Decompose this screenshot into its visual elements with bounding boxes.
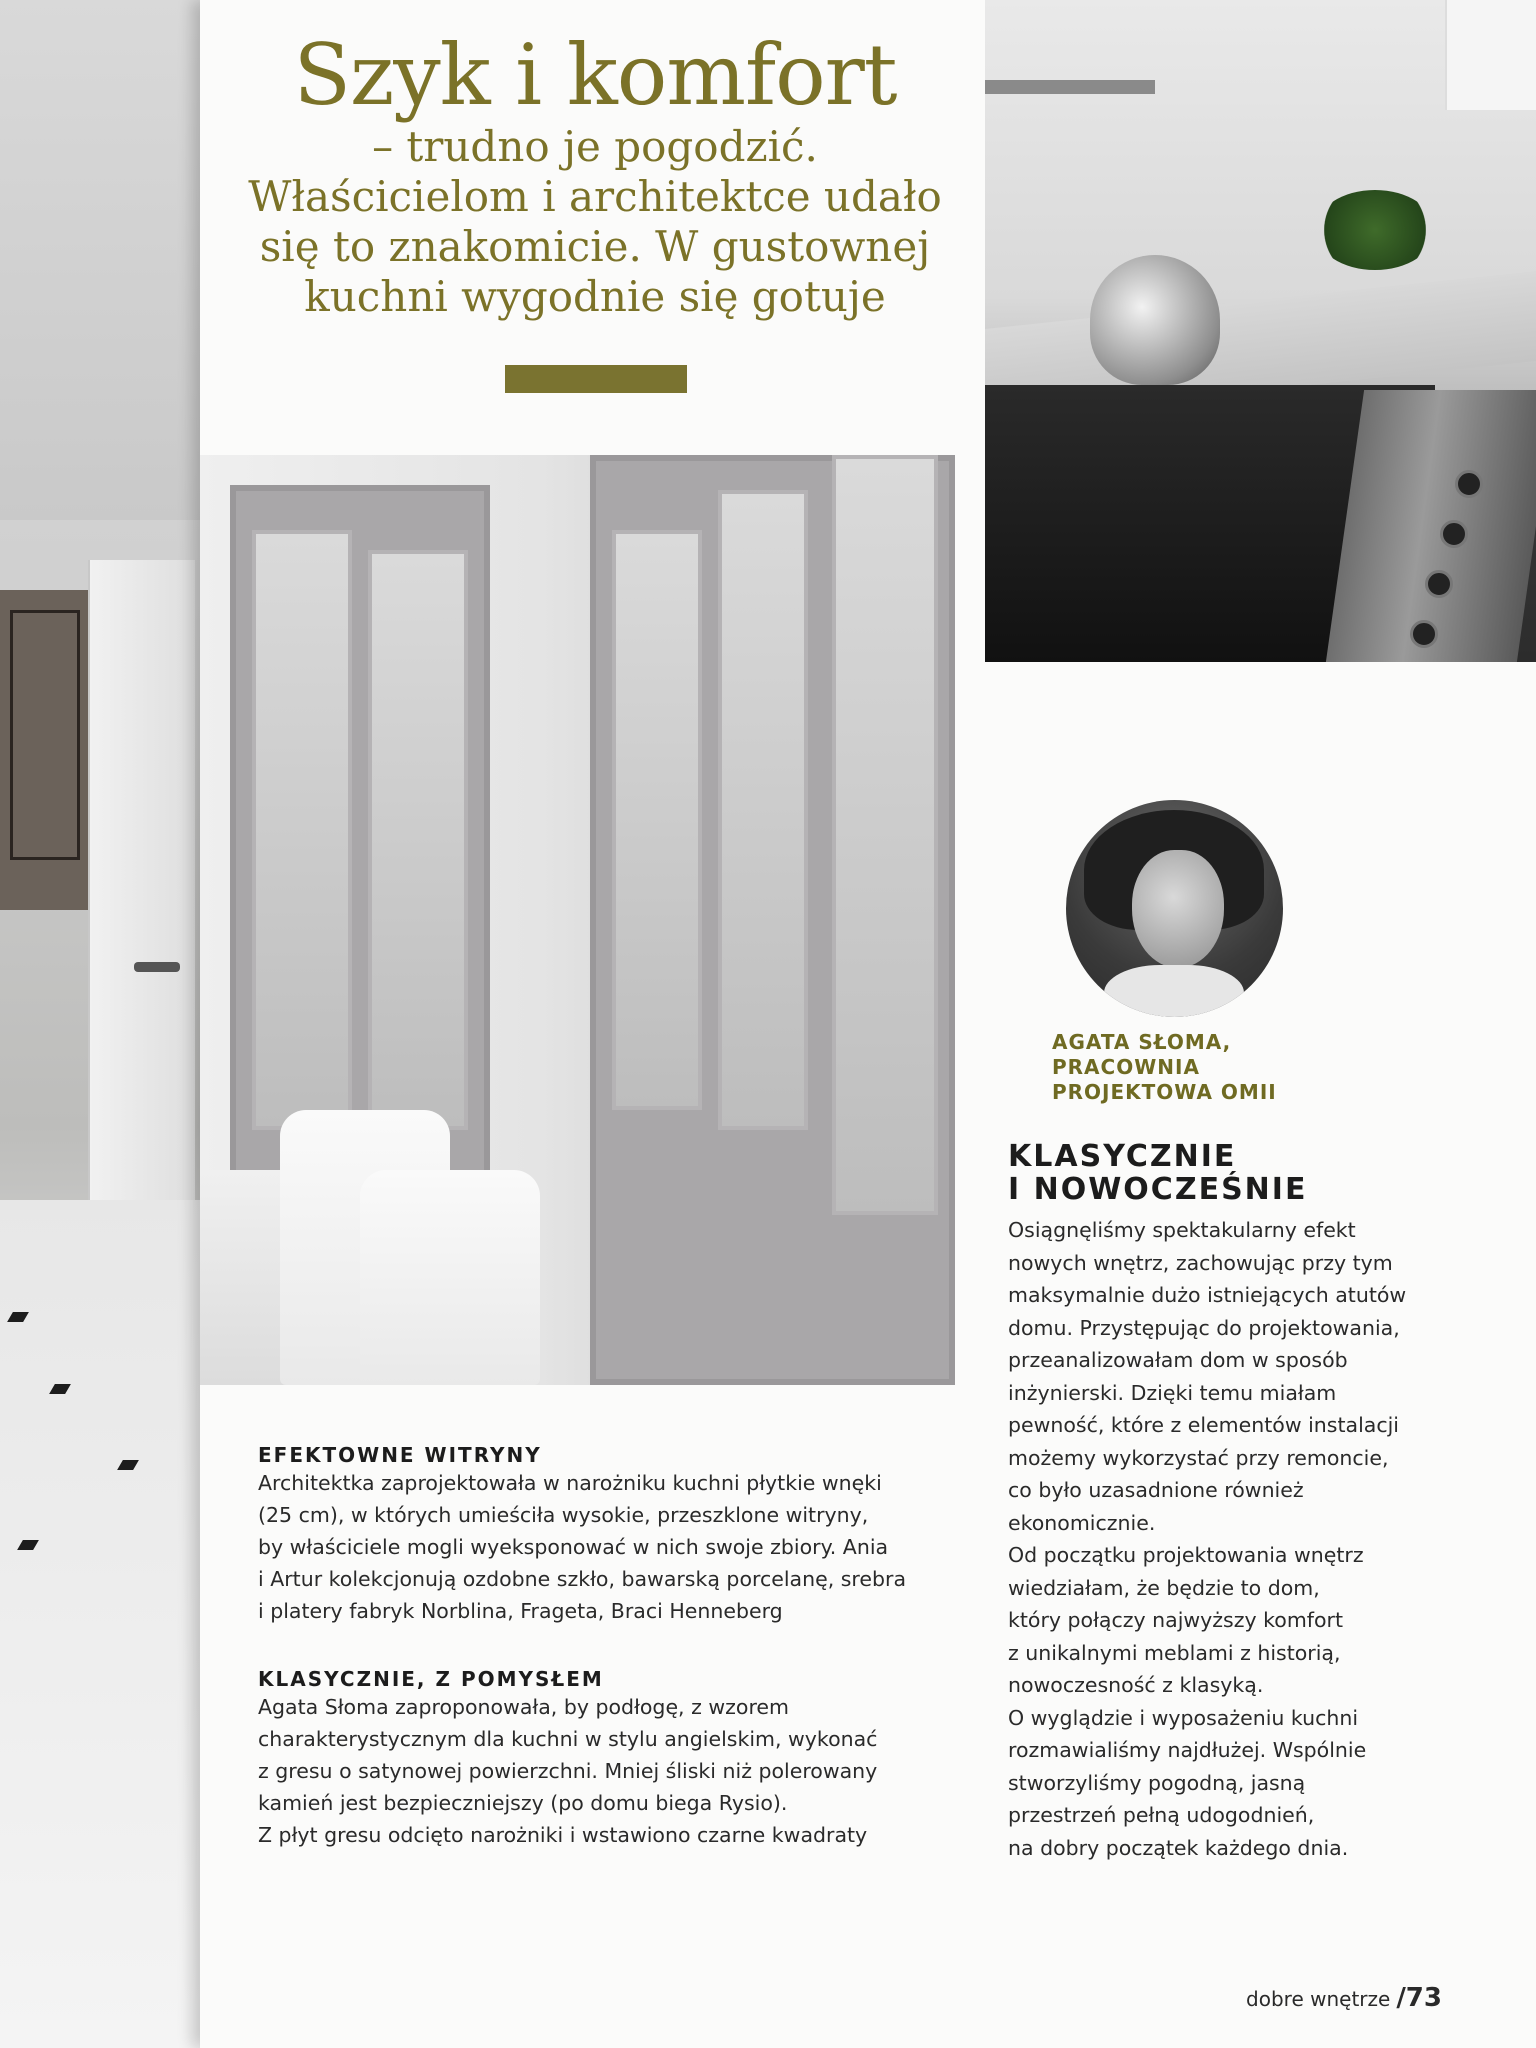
body-line: wiedziałam, że będzie to dom, (1008, 1575, 1320, 1600)
headline-title: Szyk i komfort (293, 26, 897, 124)
wall-cabinet (1445, 0, 1536, 110)
deck-line: kuchni wygodnie się gotuje (304, 272, 886, 321)
kettle (1090, 255, 1220, 385)
stove-knob (1425, 570, 1453, 598)
body-line: przeanalizowałam dom w sposób (1008, 1348, 1348, 1372)
staircase-railing (0, 590, 100, 910)
stove-knob (1440, 520, 1468, 548)
herb-plant (1315, 190, 1435, 270)
section-body (258, 1691, 938, 1851)
body-line: rozmawialiśmy najdłużej. Wspólnie (1008, 1738, 1367, 1762)
left-background-photo (0, 0, 215, 2048)
body-line: Architektka zaprojektowała w narożniku kuchni płytkie wnęki (258, 1471, 882, 1495)
cabinet-glass-door (718, 490, 808, 1130)
body-line: domu. Przystępując do projektowania, (1008, 1315, 1400, 1340)
deck-line: się to znakomicie. W gustownej (259, 222, 931, 271)
body-line: stworzyliśmy pogodną, jasną (1008, 1770, 1306, 1795)
cabinet-glass-door (832, 455, 938, 1215)
body-line: możemy wykorzystać przy remoncie, (1008, 1445, 1389, 1470)
section-heading: EFEKTOWNE WITRYNY (258, 1443, 542, 1467)
body-line: pewność, które z elementów instalacji (1008, 1413, 1399, 1437)
body-line: inżynierski. Dzięki temu miałam (1008, 1380, 1337, 1405)
magazine-name: dobre wnętrze (1246, 1987, 1391, 2011)
body-line: i platery fabryk Norblina, Frageta, Braci Henneberg (258, 1599, 783, 1623)
deck-line: – trudno je pogodzić. (372, 122, 818, 171)
body-line: ekonomicznie. (1008, 1510, 1156, 1535)
body-line: kamień jest bezpieczniejszy (po domu biega Rysio). (258, 1791, 788, 1815)
interview-column (1008, 1140, 1438, 1864)
section-body (258, 1467, 938, 1627)
body-line: charakterystycznym dla kuchni w stylu angielskim, wykonać (258, 1727, 878, 1751)
section-efektowne-witryny (258, 1443, 938, 1627)
architect-portrait (1066, 800, 1283, 1017)
section-heading: KLASYCZNIE, Z POMYSŁEM (258, 1667, 604, 1691)
left-text-column (258, 1443, 938, 1891)
body-line: (25 cm), w których umieściła wysokie, przeszklone witryny, (258, 1503, 869, 1527)
deck-line: Właścicielom i architektce udało (248, 172, 942, 221)
body-line: Agata Słoma zaproponowała, by podłogę, z wzorem (258, 1695, 789, 1719)
interview-body (1008, 1214, 1438, 1864)
section-klasycznie-z-pomyslem (258, 1667, 938, 1851)
body-line: przestrzeń pełną udogodnień, (1008, 1803, 1315, 1827)
headline (200, 26, 990, 322)
caption-line: AGATA SŁOMA, (1052, 1030, 1232, 1054)
body-line: na dobry początek każdego dnia. (1008, 1835, 1349, 1860)
interview-title (1008, 1140, 1438, 1206)
stove-knob (1455, 470, 1483, 498)
body-line: z gresu o satynowej powierzchni. Mniej śliski niż polerowany (258, 1759, 878, 1783)
caption-line: PROJEKTOWA OMII (1052, 1080, 1277, 1104)
body-line: maksymalnie dużo istniejących atutów (1008, 1283, 1407, 1307)
pot-filler-faucet (985, 80, 1155, 94)
page-folio (1246, 1983, 1442, 2013)
body-line: Od początku projektowania wnętrz (1008, 1543, 1364, 1567)
title-line: KLASYCZNIE (1008, 1139, 1237, 1174)
portrait-caption (1052, 1030, 1352, 1105)
body-line: by właściciele mogli wyeksponować w nich swoje zbiory. Ania (258, 1535, 889, 1559)
ceiling (0, 0, 215, 520)
body-line: co było uzasadnione również (1008, 1478, 1304, 1502)
kitchen-stove-photo (985, 0, 1536, 662)
caption-line: PRACOWNIA (1052, 1055, 1200, 1079)
body-line: z unikalnymi meblami z historią, (1008, 1640, 1341, 1665)
body-line: który połączy najwyższy komfort (1008, 1608, 1344, 1632)
headline-deck (200, 122, 990, 322)
body-line: nowych wnętrz, zachowując przy tym (1008, 1250, 1393, 1275)
page-number: /73 (1396, 1983, 1442, 2013)
headline-accent-bar (505, 365, 687, 393)
body-line: Z płyt gresu odcięto narożniki i wstawiono czarne kwadraty (258, 1823, 868, 1847)
magazine-page (200, 0, 1536, 2048)
title-line: I NOWOCZEŚNIE (1008, 1172, 1308, 1207)
body-line: i Artur kolekcjonują ozdobne szkło, bawarską porcelanę, srebra (258, 1567, 907, 1591)
cabinet-glass-door (252, 530, 352, 1130)
tiled-floor (0, 1200, 215, 2048)
display-cabinets-photo (200, 455, 955, 1385)
door-handle (134, 962, 180, 972)
cabinet-glass-door (368, 550, 468, 1130)
stove-knob (1410, 620, 1438, 648)
body-line: Osiągnęliśmy spektakularny efekt (1008, 1218, 1356, 1242)
body-line: nowoczesność z klasyką. (1008, 1673, 1264, 1697)
white-chair (360, 1170, 540, 1385)
body-line: O wyglądzie i wyposażeniu kuchni (1008, 1705, 1359, 1730)
cabinet-glass-door (612, 530, 702, 1110)
